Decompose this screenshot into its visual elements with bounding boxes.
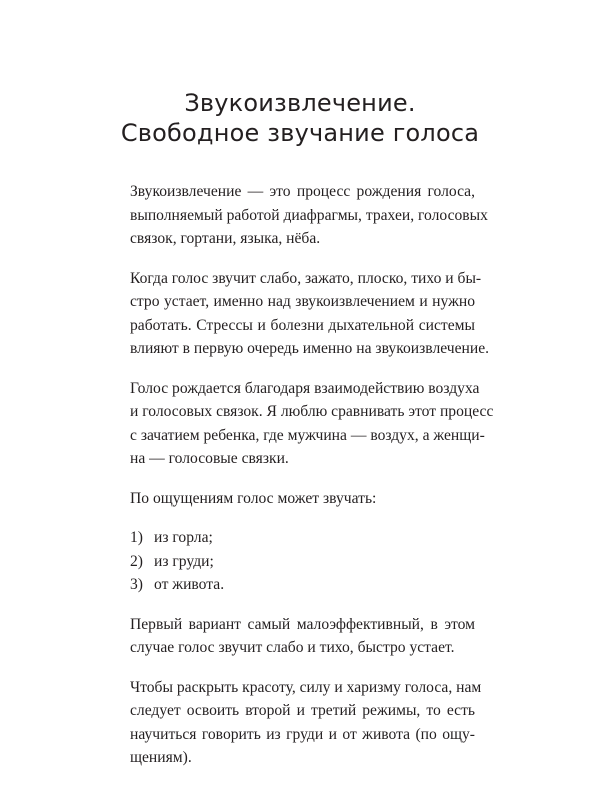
list-item-text: из горла; (154, 529, 213, 546)
text-line: на — голосовые связки. (130, 450, 289, 467)
paragraph-definition (130, 180, 488, 251)
list-item-number: 3) (130, 576, 143, 593)
text-line: научиться говорить из груди и от живота (по ощу- (130, 725, 475, 743)
paragraph-voice-birth (130, 377, 494, 471)
text-line: следует освоить второй и третий режимы, то есть (130, 702, 475, 719)
text-line: случае голос звучит слабо и тихо, быстро устает. (130, 639, 455, 656)
list-item-number: 1) (130, 529, 143, 546)
paragraph-conclusion (130, 676, 482, 770)
text-line: Звукоизвлечение — это процесс рождения голоса, (130, 183, 475, 200)
paragraph-list-intro (130, 487, 475, 511)
text-line: Голос рождается благодаря взаимодействию воздуха (130, 379, 480, 397)
list-item-number: 2) (130, 552, 143, 570)
list-item (130, 573, 475, 597)
text-line: с зачатием ребенка, где мужчина — воздух, а женщи- (130, 426, 485, 444)
list-item (130, 526, 475, 550)
chapter-title-line-2: Свободное звучание голоса (120, 119, 480, 147)
text-line: связок, гортани, языка, нёба. (130, 230, 321, 247)
text-line: и голосовых связок. Я люблю сравнивать этот процесс (130, 403, 494, 420)
list-item-text: из груди; (154, 552, 214, 570)
paragraph-weak-voice (130, 267, 490, 361)
text-line: влияют в первую очередь именно на звукоизвлечение. (130, 340, 490, 357)
list-item-text: от живота. (154, 576, 225, 593)
chapter-title-line-1: Звукоизвлечение. (184, 89, 416, 117)
list-item (130, 550, 475, 574)
text-line: стро устает, именно над звукоизвлечением и нужно (130, 293, 475, 310)
body-text (130, 180, 494, 786)
paragraph-first-variant (130, 613, 475, 660)
voice-modes-list (130, 526, 475, 597)
text-line: работать. Стрессы и болезни дыхательной системы (130, 316, 475, 334)
text-line: выполняемый работой диафрагмы, трахеи, голосовых (130, 206, 488, 224)
text-line: Когда голос звучит слабо, зажато, плоско, тихо и бы- (130, 269, 482, 287)
text-line: Чтобы раскрыть красоту, силу и харизму голоса, нам (130, 678, 482, 696)
text-line: По ощущениям голос может звучать: (130, 489, 377, 507)
text-line: Первый вариант самый малоэффективный, в этом (130, 615, 475, 633)
text-line: щениям). (130, 749, 192, 766)
chapter-title (100, 88, 500, 148)
